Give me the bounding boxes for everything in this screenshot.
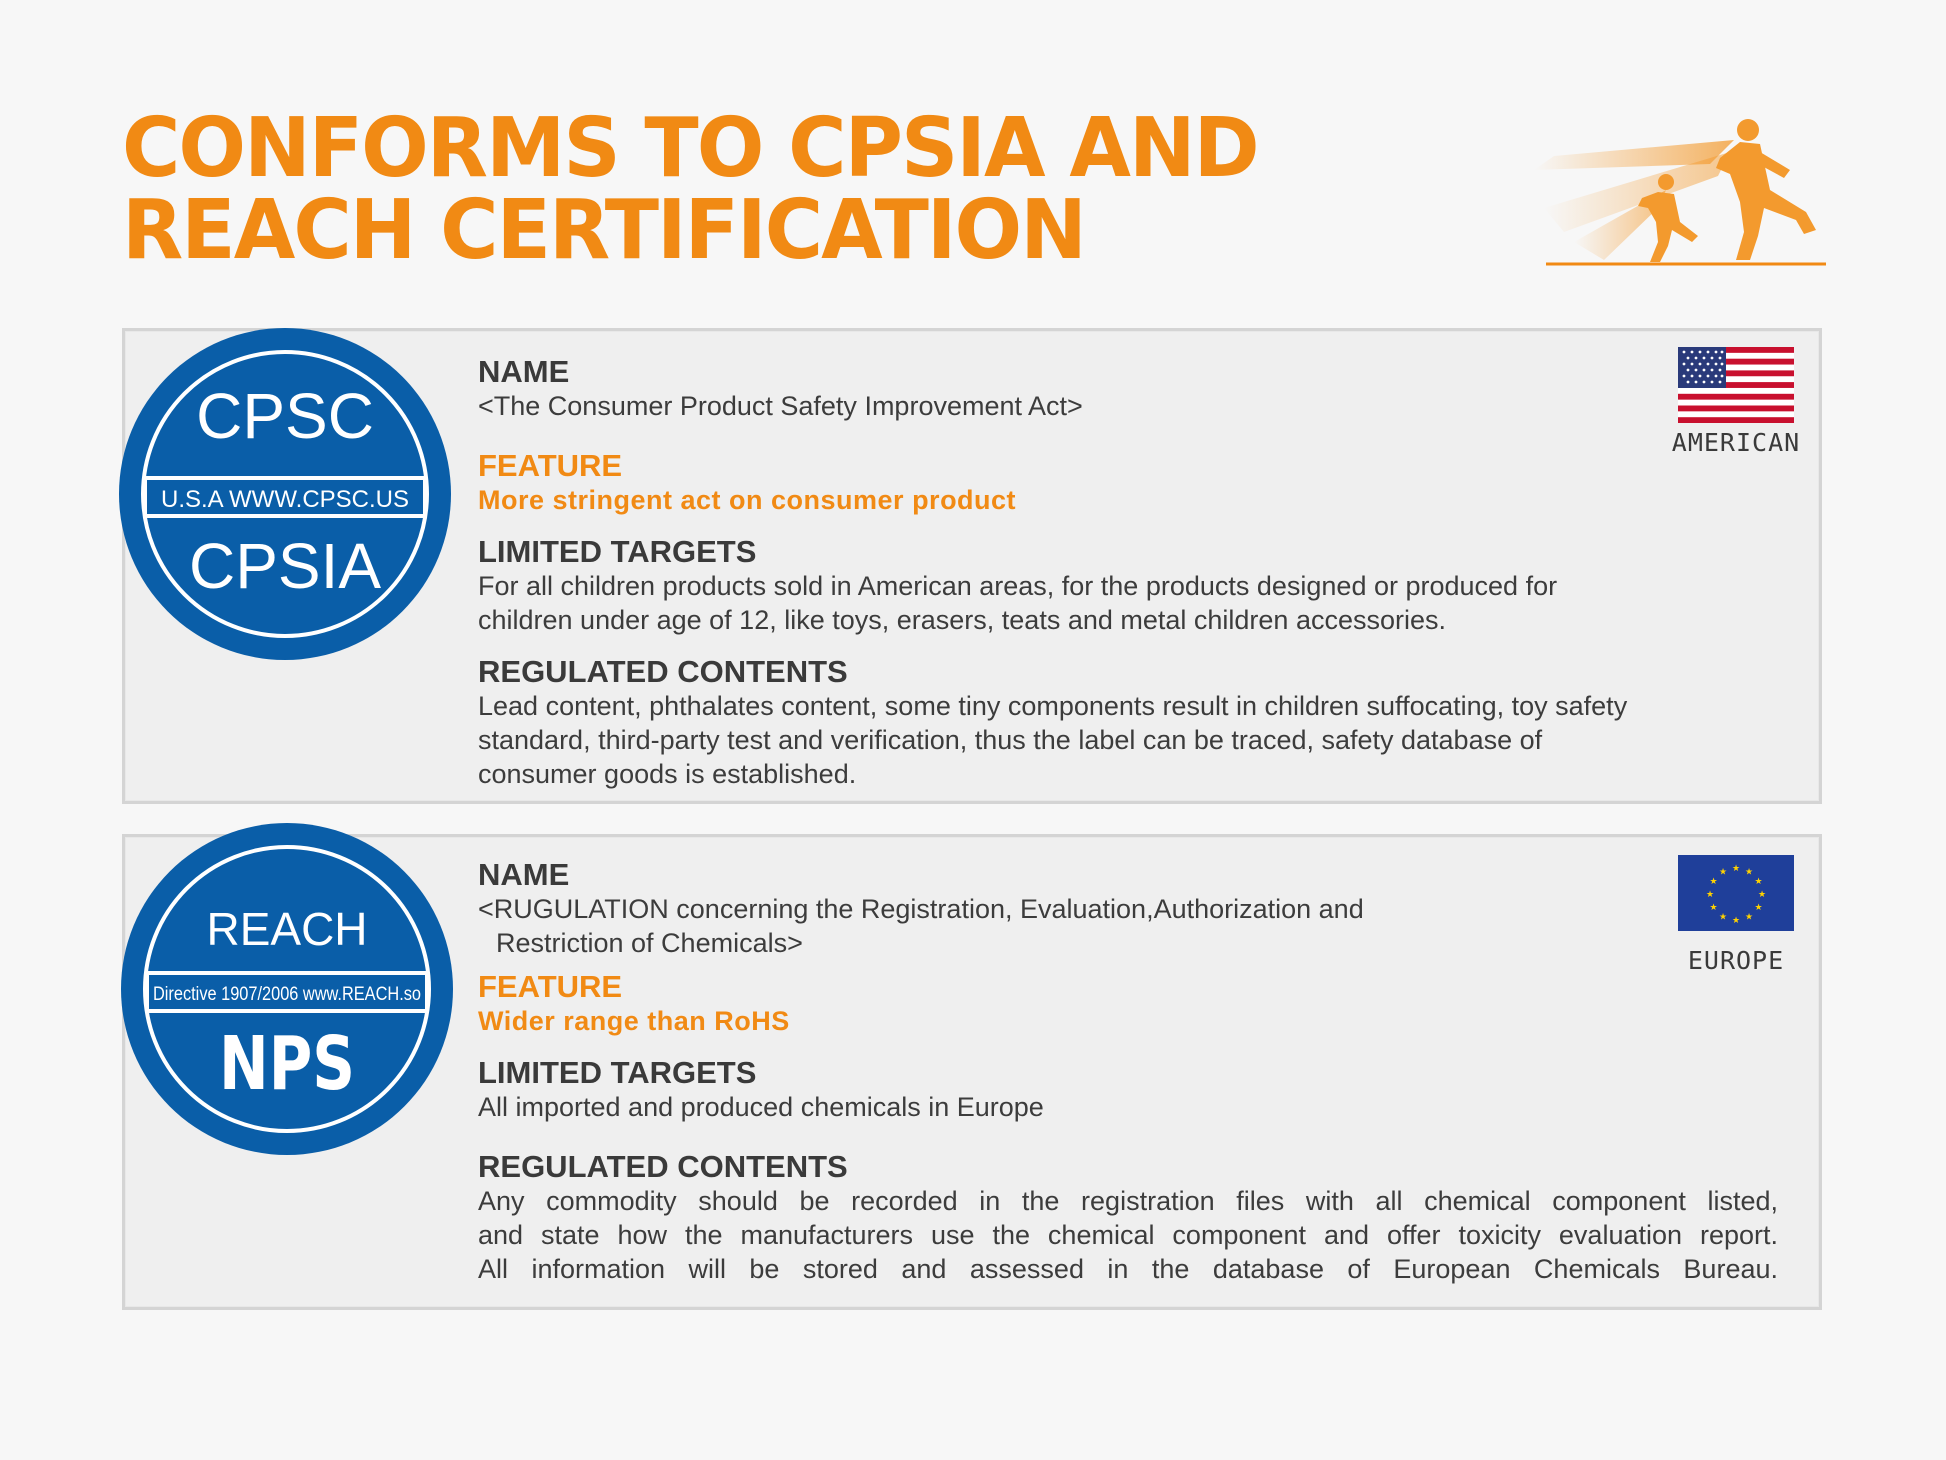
cpsia-regulated-label: REGULATED CONTENTS [478,654,848,689]
reach-regulated-line-1: Any commodity should be recorded in the registration files with all chemical component listed, [478,1186,1778,1216]
cpsia-name-value: <The Consumer Product Safety Improvement Act> [478,391,1083,421]
cpsc-seal-band-text: U.S.A WWW.CPSC.US [160,486,410,513]
page-title-line-2: REACH CERTIFICATION [122,183,1085,278]
cpsia-feature-value: More stringent act on consumer product [478,485,1017,515]
reach-seal-band-text: Directive 1907/2006 www.REACH.so [153,984,421,1005]
reach-regulated-line-2: and state how the manufacturers use the chemical component and offer toxicity evaluation report. [478,1220,1778,1250]
running-people-icon [1534,112,1846,268]
cpsia-regulated-line-2: standard, third-party test and verification, thus the label can be traced, safety database of [478,725,1543,755]
cpsc-seal-bottom-text: CPSIA [188,530,382,602]
cpsia-details [478,355,1778,791]
cpsia-targets-line-2: children under age of 12, like toys, erasers, teats and metal children accessories. [478,605,1447,635]
page-title-line-1: CONFORMS TO CPSIA AND [122,101,1258,196]
reach-name-label: NAME [478,857,570,892]
svg-text:★: ★ [1709,903,1718,913]
reach-seal-bottom-text: NPS [219,1021,355,1107]
reach-details [478,858,1778,1286]
cpsia-regulated-line-3: consumer goods is established. [478,759,857,789]
svg-text:★: ★ [1718,912,1728,923]
reach-seal-icon [119,821,455,1157]
svg-text:★: ★ [1754,903,1763,913]
page-title [122,101,1258,278]
cpsia-name-label: NAME [478,354,570,389]
reach-regulated-line-3: All information will be stored and assessed in the database of European Chemicals Bureau. [478,1254,1778,1284]
cpsia-targets-line-1: For all children products sold in American areas, for the products designed or produced for [478,571,1558,601]
svg-text:★: ★ [1744,867,1754,878]
cpsia-targets-label: LIMITED TARGETS [478,534,757,569]
svg-text:★: ★ [1705,890,1715,900]
cpsia-regulated-line-1: Lead content, phthalates content, some tiny components result in children suffocating, toy safety [478,691,1628,721]
svg-text:★: ★ [1744,912,1754,923]
reach-targets-line-1: All imported and produced chemicals in Europe [478,1092,1044,1122]
eu-flag-icon [1678,855,1794,931]
us-flag-icon [1678,347,1794,423]
svg-text:★: ★ [1709,877,1718,887]
cpsc-seal-icon [117,326,453,662]
eu-flag-label: EUROPE [1687,946,1785,975]
reach-name-line-1: <RUGULATION concerning the Registration, Evaluation,Authorization and [478,894,1364,924]
svg-text:★: ★ [1731,916,1741,926]
us-flag-label: AMERICAN [1671,428,1801,457]
cpsia-feature-label: FEATURE [478,448,623,483]
reach-seal-top-text: REACH [206,903,368,955]
reach-regulated-label: REGULATED CONTENTS [478,1149,848,1184]
svg-text:★: ★ [1757,890,1767,900]
svg-text:★: ★ [1718,867,1728,878]
reach-feature-value: Wider range than RoHS [478,1006,790,1036]
reach-feature-label: FEATURE [478,969,623,1004]
svg-text:★: ★ [1754,877,1763,887]
cpsc-seal-top-text: CPSC [196,380,374,452]
svg-text:★: ★ [1731,864,1741,874]
reach-targets-label: LIMITED TARGETS [478,1055,757,1090]
reach-name-line-2: Restriction of Chemicals> [496,928,803,958]
